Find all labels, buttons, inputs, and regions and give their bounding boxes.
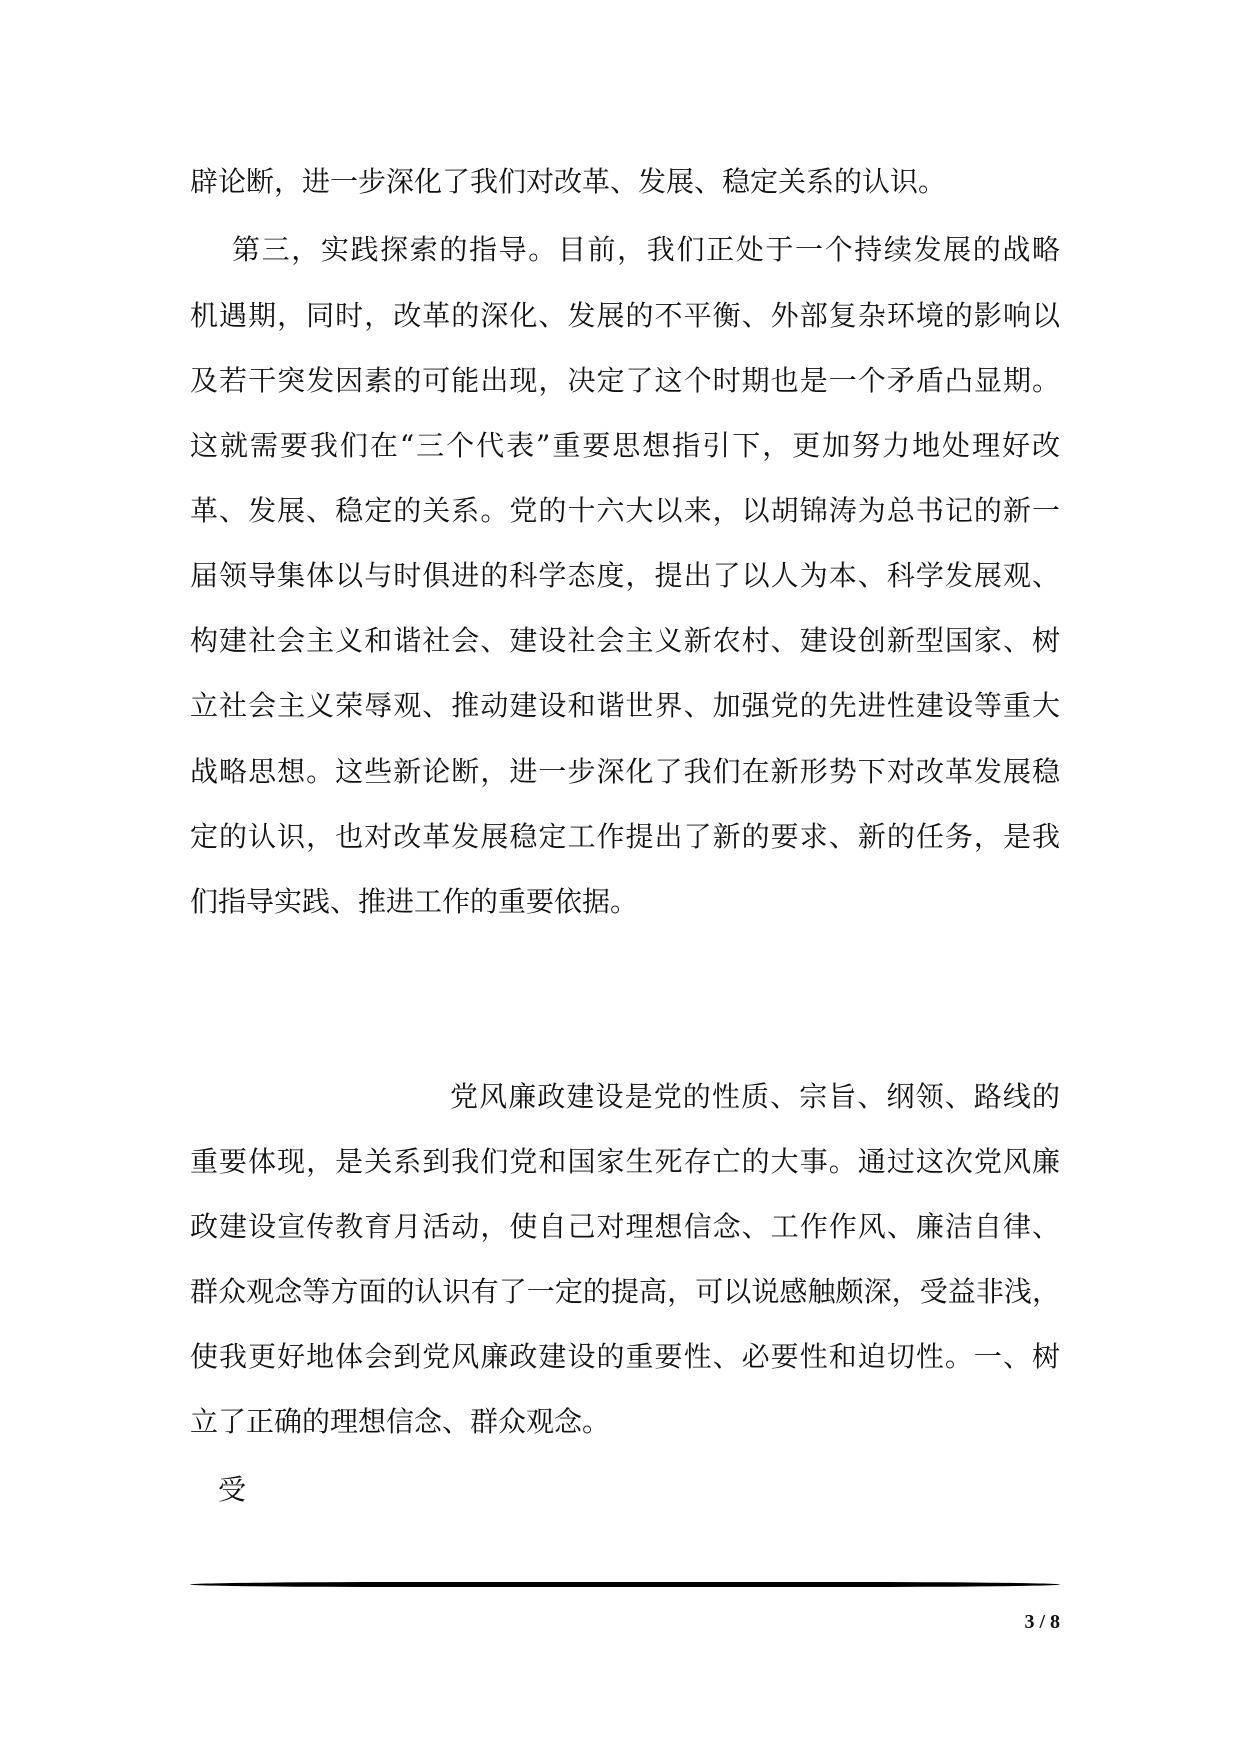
text-line: 受 [218,1473,247,1506]
text-line: 重要体现，是关系到我们党和国家生死存亡的大事。通过这次党风廉 [190,1145,1060,1178]
footer-divider [190,1582,1060,1587]
text-line: 群众观念等方面的认识有了一定的提高，可以说感触颇深，受益非浅， [190,1275,1060,1308]
text-line: 革、发展、稳定的关系。党的十六大以来，以胡锦涛为总书记的新一 [190,494,1060,527]
text-line: 届领导集体以与时俱进的科学态度，提出了以人为本、科学发展观、 [190,559,1060,592]
text-line: 立社会主义荣辱观、推动建设和谐世界、加强党的先进性建设等重大 [190,689,1060,722]
text-line: 战略思想。这些新论断，进一步深化了我们在新形势下对改革发展稳 [190,755,1060,788]
text-line: 立了正确的理想信念、群众观念。 [190,1405,611,1438]
text-line: 这就需要我们在“三个代表”重要思想指引下，更加努力地处理好改 [190,429,1060,462]
text-line: 构建社会主义和谐社会、建设社会主义新农村、建设创新型国家、树 [190,624,1060,657]
text-line: 辟论断，进一步深化了我们对改革、发展、稳定关系的认识。 [190,165,947,198]
text-line: 政建设宣传教育月活动，使自己对理想信念、工作作风、廉洁自律、 [190,1210,1060,1243]
text-line: 使我更好地体会到党风廉政建设的重要性、必要性和迫切性。一、树 [190,1340,1060,1373]
page-number: 3 / 8 [1024,1611,1060,1633]
text-line: 们指导实践、推进工作的重要依据。 [190,885,639,918]
paragraph-start-line: 第三，实践探索的指导。目前，我们正处于一个持续发展的战略 [232,233,1060,266]
paragraph-start-line: 党风廉政建设是党的性质、宗旨、纲领、路线的 [450,1080,1060,1113]
text-line: 机遇期，同时，改革的深化、发展的不平衡、外部复杂环境的影响以 [190,299,1060,332]
text-line: 及若干突发因素的可能出现，决定了这个时期也是一个矛盾凸显期。 [190,364,1060,397]
text-line: 定的认识，也对改革发展稳定工作提出了新的要求、新的任务，是我 [190,820,1060,853]
